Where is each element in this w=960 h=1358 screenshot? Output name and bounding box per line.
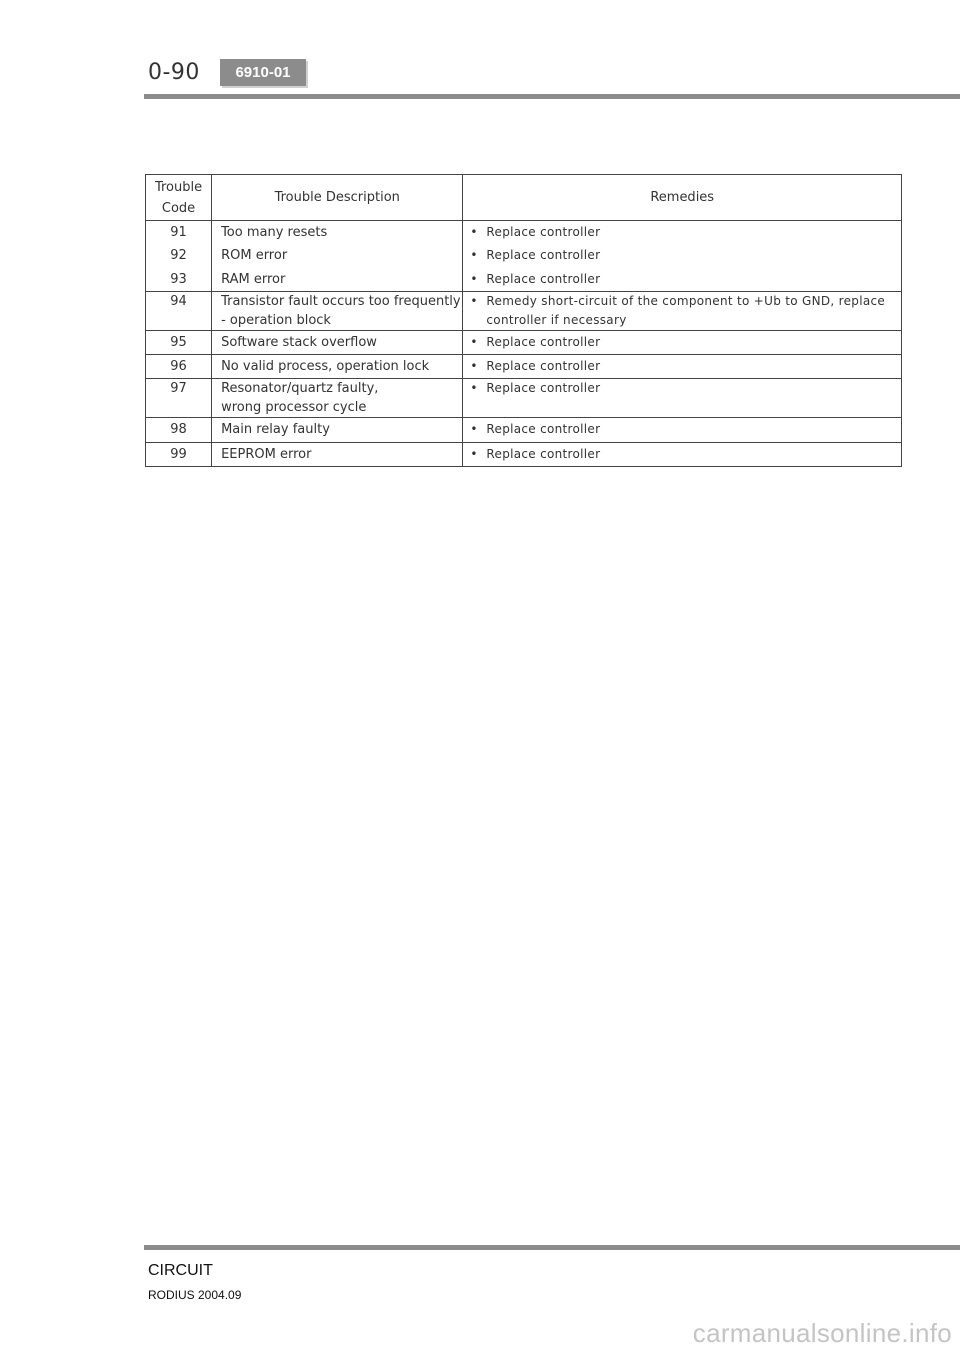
table-row bbox=[146, 221, 902, 292]
bullet-icon: • bbox=[470, 248, 478, 263]
remedy-text: Replace controller bbox=[486, 381, 601, 396]
code-value: 98 bbox=[170, 422, 187, 438]
description-text: EEPROM error bbox=[221, 446, 312, 462]
code-value: 96 bbox=[170, 359, 187, 375]
remedy-text: Remedy short-circuit of the component to +Ub to GND, replace bbox=[486, 293, 886, 308]
description-text: No valid process, operation lock bbox=[221, 359, 430, 375]
bullet-icon: • bbox=[470, 446, 478, 461]
footer-section-title: CIRCUIT bbox=[148, 1262, 213, 1279]
description-cell bbox=[212, 355, 463, 379]
code-cell bbox=[146, 291, 212, 330]
code-value: 95 bbox=[170, 334, 187, 350]
description-cell bbox=[212, 221, 463, 292]
description-text: wrong processor cycle bbox=[221, 400, 367, 416]
remedy-cell bbox=[463, 221, 902, 292]
bullet-icon: • bbox=[470, 422, 478, 437]
table-row bbox=[146, 291, 902, 330]
header-rule bbox=[144, 94, 960, 99]
remedy-text: Replace controller bbox=[486, 248, 601, 263]
description-text: Main relay faulty bbox=[221, 422, 330, 438]
remedy-text: Replace controller bbox=[486, 271, 601, 286]
code-cell bbox=[146, 221, 212, 292]
remedy-cell bbox=[463, 379, 902, 418]
header-remedies: Remedies bbox=[463, 175, 902, 221]
description-cell bbox=[212, 291, 463, 330]
description-text: - operation block bbox=[221, 312, 331, 328]
trouble-code-table bbox=[145, 174, 902, 467]
footer-rule bbox=[144, 1245, 960, 1250]
watermark: carmanualsonline.info bbox=[692, 1318, 952, 1348]
table-header-row bbox=[146, 175, 902, 221]
remedy-text: controller if necessary bbox=[486, 312, 627, 327]
description-cell bbox=[212, 330, 463, 354]
header-trouble-description: Trouble Description bbox=[212, 175, 463, 221]
remedy-text: Replace controller bbox=[486, 359, 601, 374]
code-value: 93 bbox=[170, 271, 187, 287]
code-cell bbox=[146, 442, 212, 466]
code-value: 99 bbox=[170, 446, 187, 462]
remedy-cell bbox=[463, 330, 902, 354]
bullet-icon: • bbox=[470, 293, 478, 308]
code-value: 92 bbox=[170, 248, 187, 264]
code-cell bbox=[146, 355, 212, 379]
remedy-cell bbox=[463, 291, 902, 330]
table-row bbox=[146, 442, 902, 466]
header-code-line2: Code bbox=[161, 200, 196, 216]
remedy-text: Replace controller bbox=[486, 334, 601, 349]
code-cell bbox=[146, 379, 212, 418]
table-row bbox=[146, 379, 902, 418]
code-value: 91 bbox=[170, 225, 187, 240]
header-code-line1: Trouble bbox=[154, 179, 203, 195]
description-text: Software stack overflow bbox=[221, 334, 377, 350]
description-text: Too many resets bbox=[221, 225, 328, 240]
table-row bbox=[146, 330, 902, 354]
remedy-cell bbox=[463, 355, 902, 379]
description-text: Transistor fault occurs too frequently bbox=[221, 293, 461, 309]
code-value: 94 bbox=[170, 293, 187, 309]
code-value: 97 bbox=[170, 381, 187, 397]
section-code-badge: 6910-01 bbox=[220, 59, 306, 86]
remedy-cell bbox=[463, 442, 902, 466]
bullet-icon: • bbox=[470, 334, 478, 349]
bullet-icon: • bbox=[470, 359, 478, 374]
remedy-text: Replace controller bbox=[486, 422, 601, 437]
description-text: RAM error bbox=[221, 271, 286, 287]
header-trouble-code bbox=[146, 175, 212, 221]
bullet-icon: • bbox=[470, 271, 478, 286]
remedy-text: Replace controller bbox=[486, 446, 601, 461]
table-row bbox=[146, 418, 902, 442]
bullet-icon: • bbox=[470, 225, 478, 239]
footer-model-date: RODIUS 2004.09 bbox=[148, 1288, 242, 1302]
code-cell bbox=[146, 330, 212, 354]
description-text: Resonator/quartz faulty, bbox=[221, 381, 379, 397]
description-cell bbox=[212, 418, 463, 442]
description-text: ROM error bbox=[221, 248, 288, 264]
table-row bbox=[146, 355, 902, 379]
page-number: 0-90 bbox=[148, 60, 200, 85]
remedy-text: Replace controller bbox=[486, 225, 601, 239]
description-cell bbox=[212, 379, 463, 418]
code-cell bbox=[146, 418, 212, 442]
remedy-cell bbox=[463, 418, 902, 442]
bullet-icon: • bbox=[470, 381, 478, 396]
description-cell bbox=[212, 442, 463, 466]
